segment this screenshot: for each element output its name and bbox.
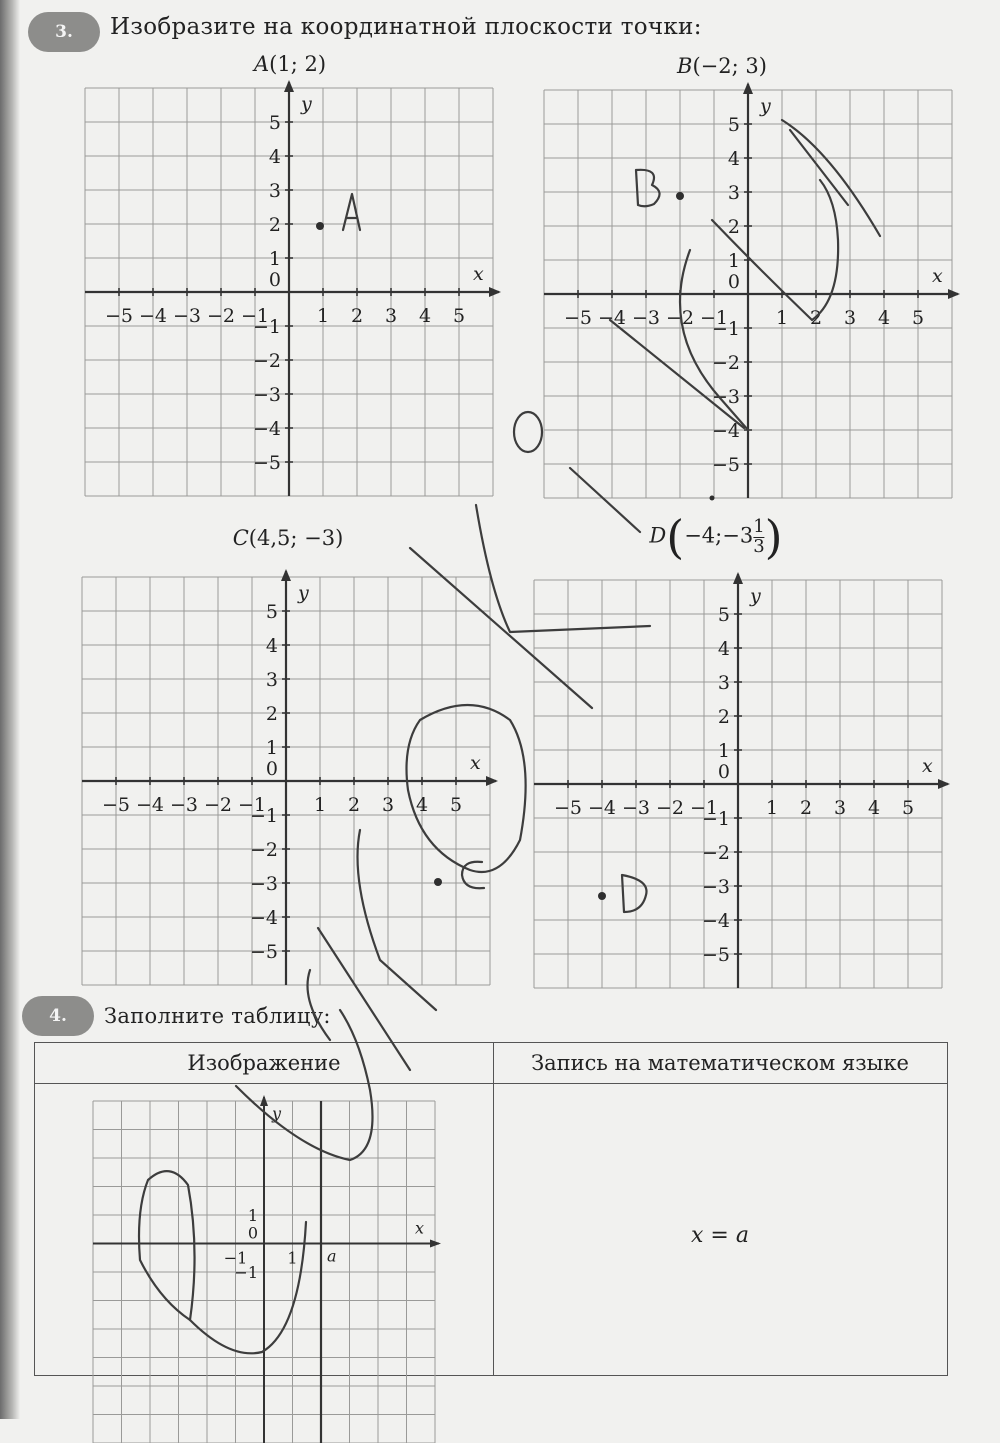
point-d-name: D <box>649 523 667 548</box>
y-axis-arrow <box>281 569 291 581</box>
x-tick-label: −1 <box>237 794 267 816</box>
y-tick-label: 2 <box>265 703 278 725</box>
y-axis-label: y <box>750 585 761 607</box>
y-axis-arrow <box>284 80 294 92</box>
task-4-badge <box>22 996 94 1036</box>
x-axis-label: x <box>932 265 943 287</box>
x-tick-label: 3 <box>833 797 847 819</box>
y-tick-label: −5 <box>249 941 278 963</box>
x-tick-label: 1 <box>775 307 789 329</box>
grid-svg <box>82 577 500 985</box>
x-tick-label: −4 <box>587 797 617 819</box>
task-4-instruction: Заполните таблицу: <box>104 1004 331 1028</box>
x-tick-label: −5 <box>104 305 134 327</box>
x-tick-label: 3 <box>384 305 398 327</box>
x-axis-label: x <box>473 263 484 285</box>
y-tick-label: 2 <box>717 706 730 728</box>
plot-title-c <box>233 526 344 550</box>
answer-table <box>34 1042 948 1376</box>
y-tick-label: −4 <box>701 910 730 932</box>
coordinate-grid-a <box>85 88 503 496</box>
y-tick-label: −2 <box>701 842 730 864</box>
mini-y-axis-label: y <box>272 1104 282 1123</box>
point-c-coords: (4,5; −3) <box>248 526 344 550</box>
y-axis-label: y <box>298 582 309 604</box>
mini-origin-label: 0 <box>247 1223 258 1243</box>
mini-grid-svg <box>93 1101 445 1443</box>
y-axis-label: y <box>760 95 771 117</box>
origin-label: 0 <box>265 758 278 780</box>
x-tick-label: −4 <box>135 794 165 816</box>
x-tick-label: 3 <box>843 307 857 329</box>
y-tick-label: −2 <box>711 352 740 374</box>
y-axis-label: y <box>301 93 312 115</box>
y-tick-label: −1 <box>701 808 730 830</box>
grid-svg <box>544 90 962 498</box>
y-tick-label: 5 <box>717 604 730 626</box>
x-tick-label: −5 <box>563 307 593 329</box>
x-tick-label: 5 <box>911 307 925 329</box>
formula-x-equals-a: x = a <box>691 1223 749 1248</box>
y-tick-label: 5 <box>265 601 278 623</box>
table-column-divider <box>493 1043 494 1375</box>
plot-title-a <box>254 52 326 76</box>
y-tick-label: 4 <box>268 146 281 168</box>
x-tick-label: 4 <box>877 307 891 329</box>
x-axis-arrow <box>938 779 950 789</box>
x-tick-label: −1 <box>699 307 729 329</box>
x-tick-label: 3 <box>381 794 395 816</box>
mini-x-tick-label: 1 <box>287 1248 298 1268</box>
x-tick-label: 5 <box>901 797 915 819</box>
x-tick-label: 5 <box>449 794 463 816</box>
point-b-name: B <box>677 54 693 78</box>
y-axis-arrow <box>743 82 753 94</box>
y-tick-label: 3 <box>717 672 730 694</box>
y-axis-arrow <box>733 572 743 584</box>
x-axis-label: x <box>922 755 933 777</box>
task-3-instruction: Изобразите на координатной плоскости точки: <box>110 14 702 40</box>
x-tick-label: 2 <box>350 305 364 327</box>
x-tick-label: −3 <box>172 305 202 327</box>
handwritten-o <box>514 412 542 452</box>
x-tick-label: −3 <box>169 794 199 816</box>
y-tick-label: −4 <box>249 907 278 929</box>
y-tick-label: −5 <box>701 944 730 966</box>
mini-y-tick-label: 1 <box>247 1206 258 1225</box>
mini-a-label: a <box>327 1246 337 1266</box>
y-tick-label: 2 <box>727 216 740 238</box>
page-binding-edge <box>0 0 20 1419</box>
y-tick-label: −1 <box>252 316 281 338</box>
x-tick-label: −4 <box>138 305 168 327</box>
y-tick-label: 4 <box>717 638 730 660</box>
table-header-divider <box>35 1083 947 1084</box>
y-tick-label: −4 <box>252 418 281 440</box>
y-tick-label: −5 <box>252 452 281 474</box>
x-tick-label: 4 <box>415 794 429 816</box>
y-tick-label: 1 <box>717 740 730 762</box>
y-tick-label: −3 <box>711 386 740 408</box>
x-axis-arrow <box>948 289 960 299</box>
mini-y-tick-label: −1 <box>234 1263 258 1282</box>
x-tick-label: 1 <box>765 797 779 819</box>
x-tick-label: 4 <box>867 797 881 819</box>
y-tick-label: 3 <box>268 180 281 202</box>
x-axis-label: x <box>470 752 481 774</box>
x-axis-arrow <box>486 776 498 786</box>
point-d-coords: −4;−3 <box>684 523 754 548</box>
x-tick-label: 2 <box>799 797 813 819</box>
task-3-number: 3. <box>55 22 73 42</box>
coordinate-grid-b <box>544 90 962 498</box>
x-tick-label: −2 <box>665 307 695 329</box>
table-header-image: Изображение <box>187 1051 341 1075</box>
grid-svg <box>85 88 503 496</box>
y-tick-label: 3 <box>265 669 278 691</box>
x-tick-label: −1 <box>689 797 719 819</box>
x-tick-label: −2 <box>203 794 233 816</box>
x-tick-label: 5 <box>452 305 466 327</box>
y-tick-label: −2 <box>252 350 281 372</box>
x-tick-label: 1 <box>316 305 330 327</box>
y-tick-label: −3 <box>252 384 281 406</box>
plot-title-b <box>677 54 767 78</box>
plot-title-d: D(−4;−3 $\frac{1}{3}$ ) <box>649 510 783 564</box>
x-tick-label: 2 <box>347 794 361 816</box>
y-tick-label: −5 <box>711 454 740 476</box>
x-tick-label: −3 <box>621 797 651 819</box>
y-tick-label: 1 <box>265 737 278 759</box>
y-tick-label: 1 <box>727 250 740 272</box>
y-tick-label: 1 <box>268 248 281 270</box>
x-tick-label: −5 <box>553 797 583 819</box>
task-3-badge <box>28 12 100 52</box>
fraction-numerator: 1 <box>753 515 765 537</box>
x-axis-arrow <box>489 287 501 297</box>
y-tick-label: 4 <box>727 148 740 170</box>
coordinate-grid-c <box>82 577 500 985</box>
x-tick-label: −3 <box>631 307 661 329</box>
mini-x-axis-label: x <box>415 1218 425 1238</box>
x-tick-label: −2 <box>655 797 685 819</box>
point-d-fraction <box>753 515 765 557</box>
y-tick-label: −1 <box>711 318 740 340</box>
x-tick-label: −2 <box>206 305 236 327</box>
y-tick-label: 2 <box>268 214 281 236</box>
point-c-name: C <box>232 526 249 550</box>
y-tick-label: 5 <box>727 114 740 136</box>
point-b-coords: (−2; 3) <box>692 54 767 78</box>
y-tick-label: −3 <box>701 876 730 898</box>
y-tick-label: −3 <box>249 873 278 895</box>
x-tick-label: −5 <box>101 794 131 816</box>
coordinate-grid-d <box>534 580 952 988</box>
y-tick-label: 4 <box>265 635 278 657</box>
y-tick-label: 3 <box>727 182 740 204</box>
mini-x-tick-label: −1 <box>223 1248 248 1268</box>
y-tick-label: 5 <box>268 112 281 134</box>
x-tick-label: 4 <box>418 305 432 327</box>
y-tick-label: −1 <box>249 805 278 827</box>
origin-label: 0 <box>717 761 730 783</box>
y-tick-label: −4 <box>711 420 740 442</box>
grid-svg <box>534 580 952 988</box>
mini-coordinate-grid <box>93 1101 445 1443</box>
fraction-denominator: 3 <box>753 535 765 557</box>
origin-label: 0 <box>268 269 281 291</box>
x-tick-label: 1 <box>313 794 327 816</box>
point-a-name: A <box>253 52 270 76</box>
origin-label: 0 <box>727 271 740 293</box>
x-tick-label: 2 <box>809 307 823 329</box>
y-tick-label: −2 <box>249 839 278 861</box>
task-4-number: 4. <box>49 1006 67 1026</box>
x-tick-label: −1 <box>240 305 270 327</box>
x-tick-label: −4 <box>597 307 627 329</box>
point-a-coords: (1; 2) <box>269 52 327 76</box>
table-header-math-notation: Запись на математическом языке <box>531 1051 909 1075</box>
